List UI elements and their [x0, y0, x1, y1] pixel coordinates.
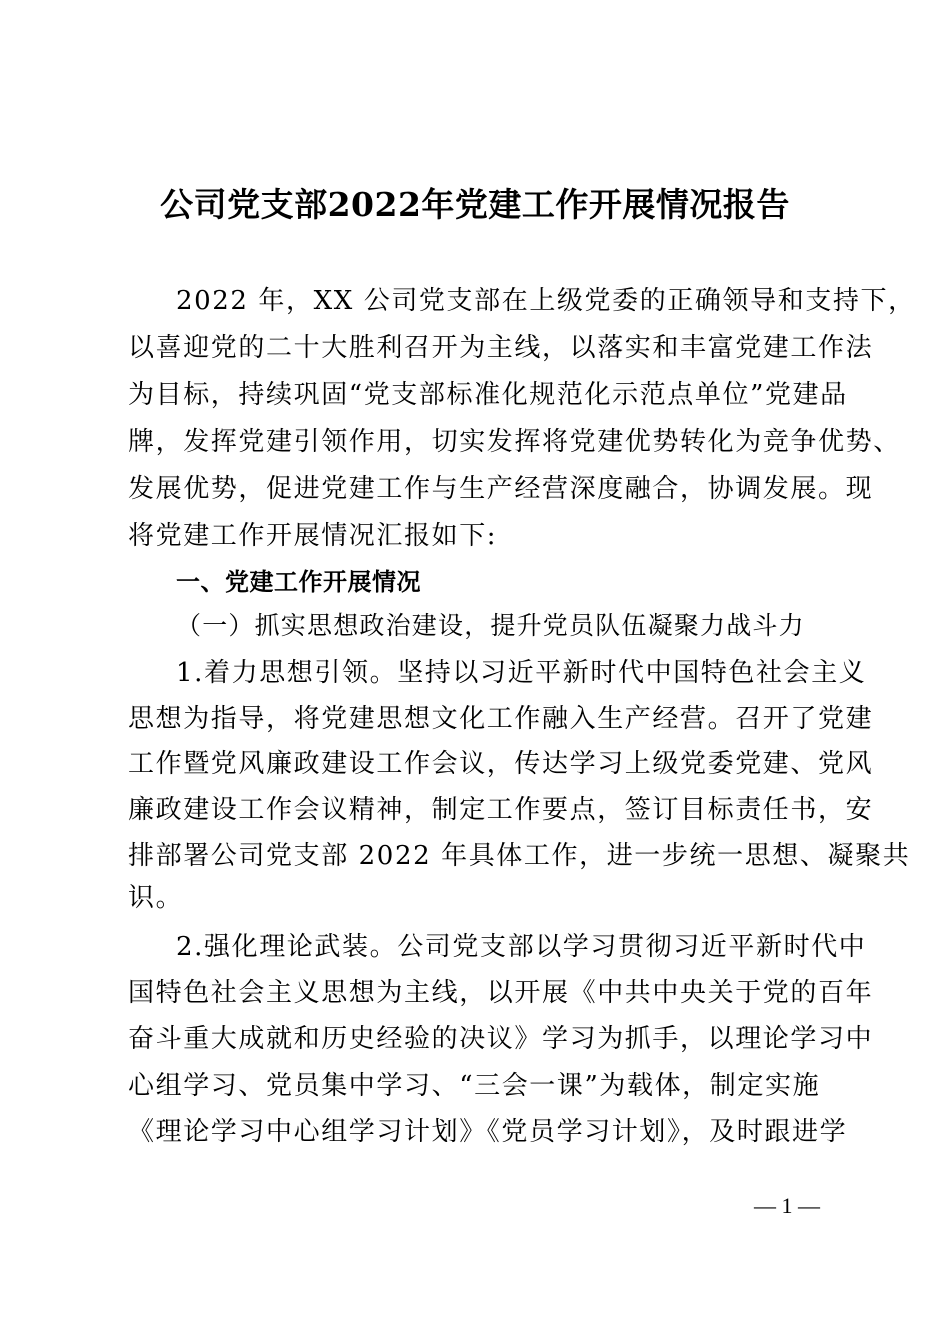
text-line: 2022 年，XX 公司党支部在上级党委的正确领导和支持下，: [176, 286, 916, 316]
text-line: 发展优势，促进党建工作与生产经营深度融合，协调发展。现: [128, 474, 874, 504]
text-line: 1.着力思想引领。坚持以习近平新时代中国特色社会主义: [176, 658, 867, 688]
text-line: 将党建工作开展情况汇报如下:: [128, 521, 498, 551]
text-line: 国特色社会主义思想为主线，以开展《中共中央关于党的百年: [128, 978, 874, 1008]
section-heading: 一、党建工作开展情况: [176, 568, 421, 596]
text-line: 牌，发挥党建引领作用，切实发挥将党建优势转化为竞争优势、: [128, 427, 901, 457]
subsection-heading: （一）抓实思想政治建设，提升党员队伍凝聚力战斗力: [176, 611, 805, 640]
text-line: 2.强化理论武装。公司党支部以学习贯彻习近平新时代中: [176, 932, 867, 962]
text-line: 奋斗重大成就和历史经验的决议》学习为抓手，以理论学习中: [128, 1024, 874, 1054]
text-line: 心组学习、党员集中学习、“三会一课”为载体，制定实施: [128, 1071, 821, 1101]
document-title: 公司党支部2022年党建工作开展情况报告: [160, 185, 790, 224]
text-line: 以喜迎党的二十大胜利召开为主线，以落实和丰富党建工作法: [128, 333, 874, 363]
text-line: 识。: [128, 883, 184, 913]
text-line: 排部署公司党支部 2022 年具体工作，进一步统一思想、凝聚共: [128, 841, 911, 871]
text-line: 廉政建设工作会议精神，制定工作要点，签订目标责任书，安: [128, 795, 874, 825]
text-line: 思想为指导，将党建思想文化工作融入生产经营。召开了党建: [128, 704, 874, 734]
text-line: 为目标，持续巩固“党支部标准化规范化示范点单位”党建品: [128, 380, 848, 410]
text-line: 《理论学习中心组学习计划》《党员学习计划》，及时跟进学: [128, 1117, 848, 1147]
text-line: 工作暨党风廉政建设工作会议，传达学习上级党委党建、党风: [128, 749, 874, 779]
page-number: — 1 —: [754, 1193, 820, 1218]
